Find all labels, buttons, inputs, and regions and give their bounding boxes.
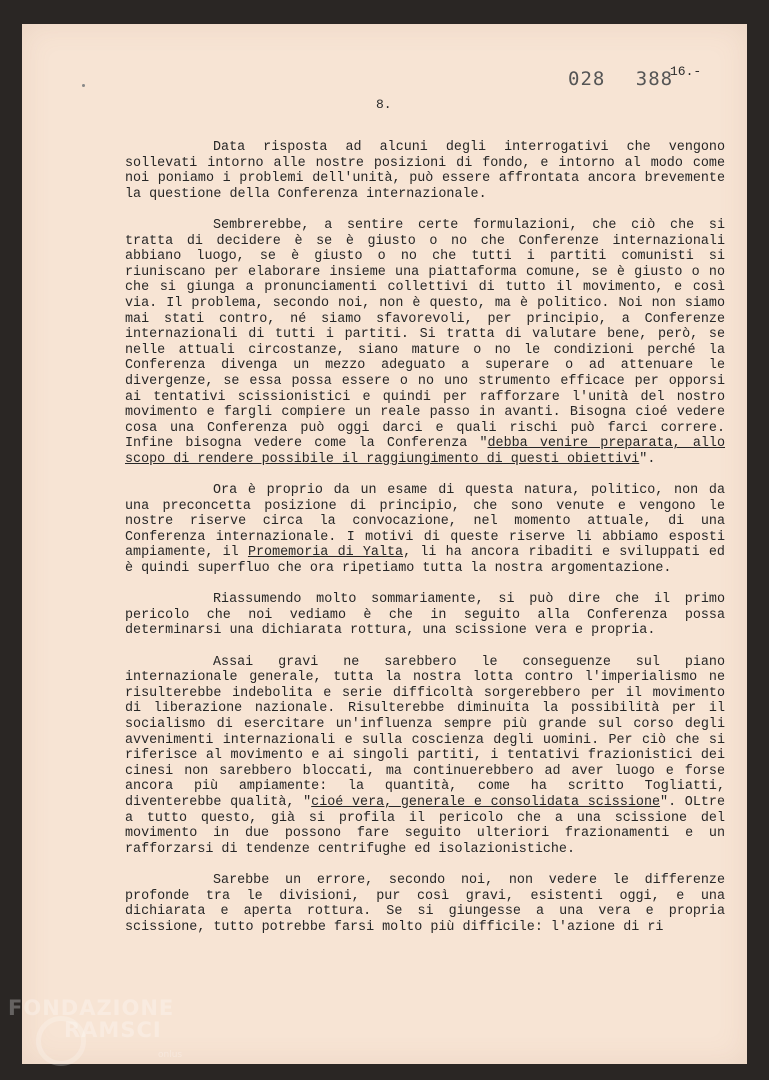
watermark-line1: FONDAZIONE — [8, 996, 175, 1020]
underlined-text: debba venire preparata, allo scopo di rendere possibile il raggiungimento di questi obiettivi — [125, 436, 725, 467]
watermark-line2: RAMSCI — [64, 1018, 162, 1042]
paragraph — [125, 140, 725, 202]
fondazione-gramsci-watermark — [8, 996, 198, 1076]
page-number: 8. — [376, 97, 392, 112]
text-run: ". OLtre a tutto questo, già si profila il pericolo che a una scissione del movimento in due possono fare seguito ulteriori frazionamenti e un rafforzarsi di tendenze centrifughe ed isolazionistiche. — [125, 794, 725, 857]
text-run: Ora è proprio da un esame di questa natura, politico, non da una preconcetta posizione di principio, che sono venute e vengono le nostre riserve circa la convocazione, nel momento attuale, di una Conferenza internazionale. I motivi di queste riserve li abbiamo esposti ampiamente, il — [125, 483, 725, 561]
text-run: ". — [639, 451, 656, 467]
text-run: Data risposta ad alcuni degli interrogativi che vengono sollevati intorno alle nostre posizioni di fondo, e intorno al modo come noi poniamo i problemi dell'unità, può essere affrontata ancora brevemente la questione della Conferenza internazionale. — [125, 140, 725, 202]
paragraph — [125, 218, 725, 468]
underlined-text: cioé vera, generale e consolidata scissione — [311, 794, 661, 810]
archive-number-stamp: 028 388 — [568, 68, 674, 90]
text-run: Sembrerebbe, a sentire certe formulazioni, che ciò che si tratta di decidere è se è giusto o no che Conferenze internazionali abbiano luogo, se è giusto o no che tutti i partiti comunisti si riuniscano per elaborare insieme una piattaforma comune, se è giusto o no che si giunga a pronunciamenti collettivi di tutto il movimento, e così via. Il problema, secondo noi, non è questo, ma è politico. Noi non siamo mai stati contro, né siamo sfavorevoli, per principio, a Conferenze internazionali di tutti i partiti. Si tratta di valutare bene, però, se nelle attuali circostanze, siano mature o no le condizioni perché la Conferenza divenga un mezzo adeguato a superare o ad attenuare le divergenze, se essa possa essere o no uno strumento efficace per opporsi ai tentativi scissionistici e quindi per rafforzare l'unità del nostro movimento e fargli compiere un reale passo in avanti. Bisogna cioé vedere cosa una Conferenza può oggi darci e quali rischi può farci correre. Infine bisogna vedere come la Conferenza " — [125, 217, 725, 452]
paper-mark — [82, 84, 85, 87]
folio-number: 16.- — [670, 64, 702, 79]
text-run: Sarebbe un errore, secondo noi, non vedere le differenze profonde tra le divisioni, pur così gravi, esistenti oggi, e una dichiarata e aperta rottura. Se si giungesse a una vera e propria scissione, tutto potrebbe farsi molto più difficile: l'azione di ri — [125, 872, 725, 935]
underlined-text: Promemoria di Yalta — [247, 545, 404, 561]
watermark-small: onlus — [158, 1050, 183, 1060]
text-run: Riassumendo molto sommariamente, si può dire che il primo pericolo che noi vediamo è che in seguito alla Conferenza possa determinarsi una dichiarata rottura, una scissione vera e propria. — [125, 592, 725, 639]
paragraph — [125, 873, 725, 935]
paragraph — [125, 655, 725, 858]
paragraph — [125, 483, 725, 577]
document-body — [125, 140, 725, 951]
paragraph — [125, 592, 725, 639]
text-run: , li ha ancora ribaditi e sviluppati ed è quindi superfluo che ora ripetiamo tutta la nostra argomentazione. — [125, 545, 725, 577]
text-run: Assai gravi ne sarebbero le conseguenze sul piano internazionale generale, tutta la nostra lotta contro l'imperialismo ne risulterebbe indebolita e serie difficoltà sorgerebbero per il movimento di liberazione nazionale. Risulterebbe diminuita la possibilità per il socialismo di esercitare un'influenza sempre più grande sul corso degli avvenimenti internazionali e sulla coscienza degli uomini. Per ciò che si riferisce al movimento e ai singoli partiti, i tentativi frazionistici dei cinesi non sarebbero bloccati, ma continuerebbero ad aver luogo e forse ancora più ampiamente: la quantità, come ha scritto Togliatti, diventerebbe qualità, " — [125, 654, 725, 810]
